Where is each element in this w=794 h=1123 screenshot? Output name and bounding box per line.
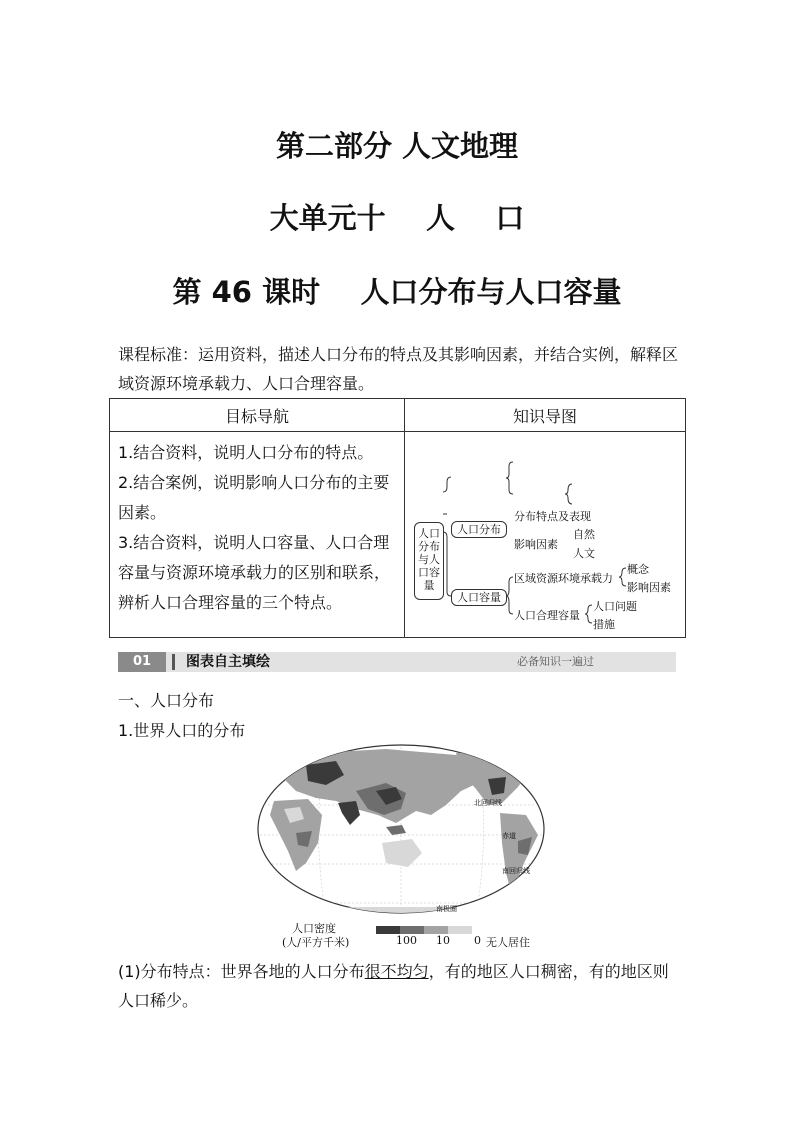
label-tropic-south: 南回归线 — [502, 867, 530, 875]
goals-table — [109, 398, 686, 638]
section-bar — [118, 652, 676, 672]
section-number: 01 — [118, 652, 166, 672]
course-standard: 课程标准：运用资料，描述人口分布的特点及其影响因素，并结合实例，解释区域资源环境承载力、人口合理容量。 — [118, 345, 679, 393]
mindmap-root: 人口分布与人口容量 — [414, 522, 444, 600]
legend-value: 10 — [436, 934, 450, 947]
lesson-title: 第 46 课时 人口分布与人口容量 — [172, 275, 622, 309]
label-equator: 赤道 — [502, 832, 516, 840]
legend-swatch-none — [448, 926, 472, 934]
distribution-feature — [118, 957, 680, 1015]
mindmap-branch-distribution: 人口分布 — [451, 521, 507, 538]
mindmap-leaf: 区域资源环境承载力 — [514, 572, 613, 585]
legend-value: 无人居住 — [486, 936, 530, 949]
mindmap-leaf: 措施 — [593, 618, 615, 631]
goal-item: 2.结合案例，说明影响人口分布的主要因素。 — [118, 473, 390, 522]
label-tropic-north: 北回归线 — [474, 799, 502, 807]
legend-value: 100 — [396, 934, 417, 947]
mindmap-leaf: 自然 — [573, 528, 595, 541]
feature-answer: 很不均匀 — [364, 962, 429, 981]
section-tag: 必备知识一遍过 — [517, 655, 594, 668]
legend-swatch-low — [424, 926, 448, 934]
mindmap-leaf: 人文 — [573, 547, 595, 560]
legend-scale — [376, 924, 476, 932]
mindmap-branch-capacity: 人口容量 — [451, 589, 507, 606]
feature-suffix: ，有的地区人口稠密，有的地区则人口稀少。 — [118, 962, 669, 1010]
mindmap-header: 知识导图 — [405, 399, 686, 432]
mindmap-leaf: 分布特点及表现 — [514, 510, 591, 523]
goals-header: 目标导航 — [110, 399, 405, 432]
knowledge-mindmap — [405, 432, 686, 638]
section-divider — [172, 654, 175, 670]
legend-value: 0 — [474, 934, 481, 947]
feature-prefix: (1)分布特点：世界各地的人口分布 — [118, 962, 365, 981]
legend-title: 人口密度 — [292, 922, 336, 935]
mindmap-leaf: 人口合理容量 — [514, 609, 580, 622]
legend-swatch-dense — [376, 926, 400, 934]
section-title: 图表自主填绘 — [186, 654, 270, 670]
legend-swatch-mid — [400, 926, 424, 934]
label-antarctic-circle: 南极圈 — [436, 905, 457, 913]
goals-list — [110, 432, 405, 638]
part-title: 第二部分 人文地理 — [275, 129, 519, 163]
unit-title: 大单元十 人 口 — [269, 201, 525, 235]
mindmap-leaf: 概念 — [627, 563, 649, 576]
mindmap-leaf: 影响因素 — [514, 538, 558, 551]
legend-unit: (人/平方千米) — [282, 936, 350, 949]
mindmap-leaf: 人口问题 — [593, 600, 637, 613]
landmass-antarctica — [296, 907, 506, 915]
mindmap-leaf: 影响因素 — [627, 581, 671, 594]
goal-item: 3.结合资料，说明人口容量、人口合理容量与资源环境承载力的区别和联系，辨析人口合理容量的三个特点。 — [118, 533, 391, 612]
heading-population-distribution: 一、人口分布 — [118, 691, 215, 710]
heading-world-population: 1.世界人口的分布 — [118, 721, 246, 740]
goal-item: 1.结合资料，说明人口分布的特点。 — [118, 443, 374, 462]
